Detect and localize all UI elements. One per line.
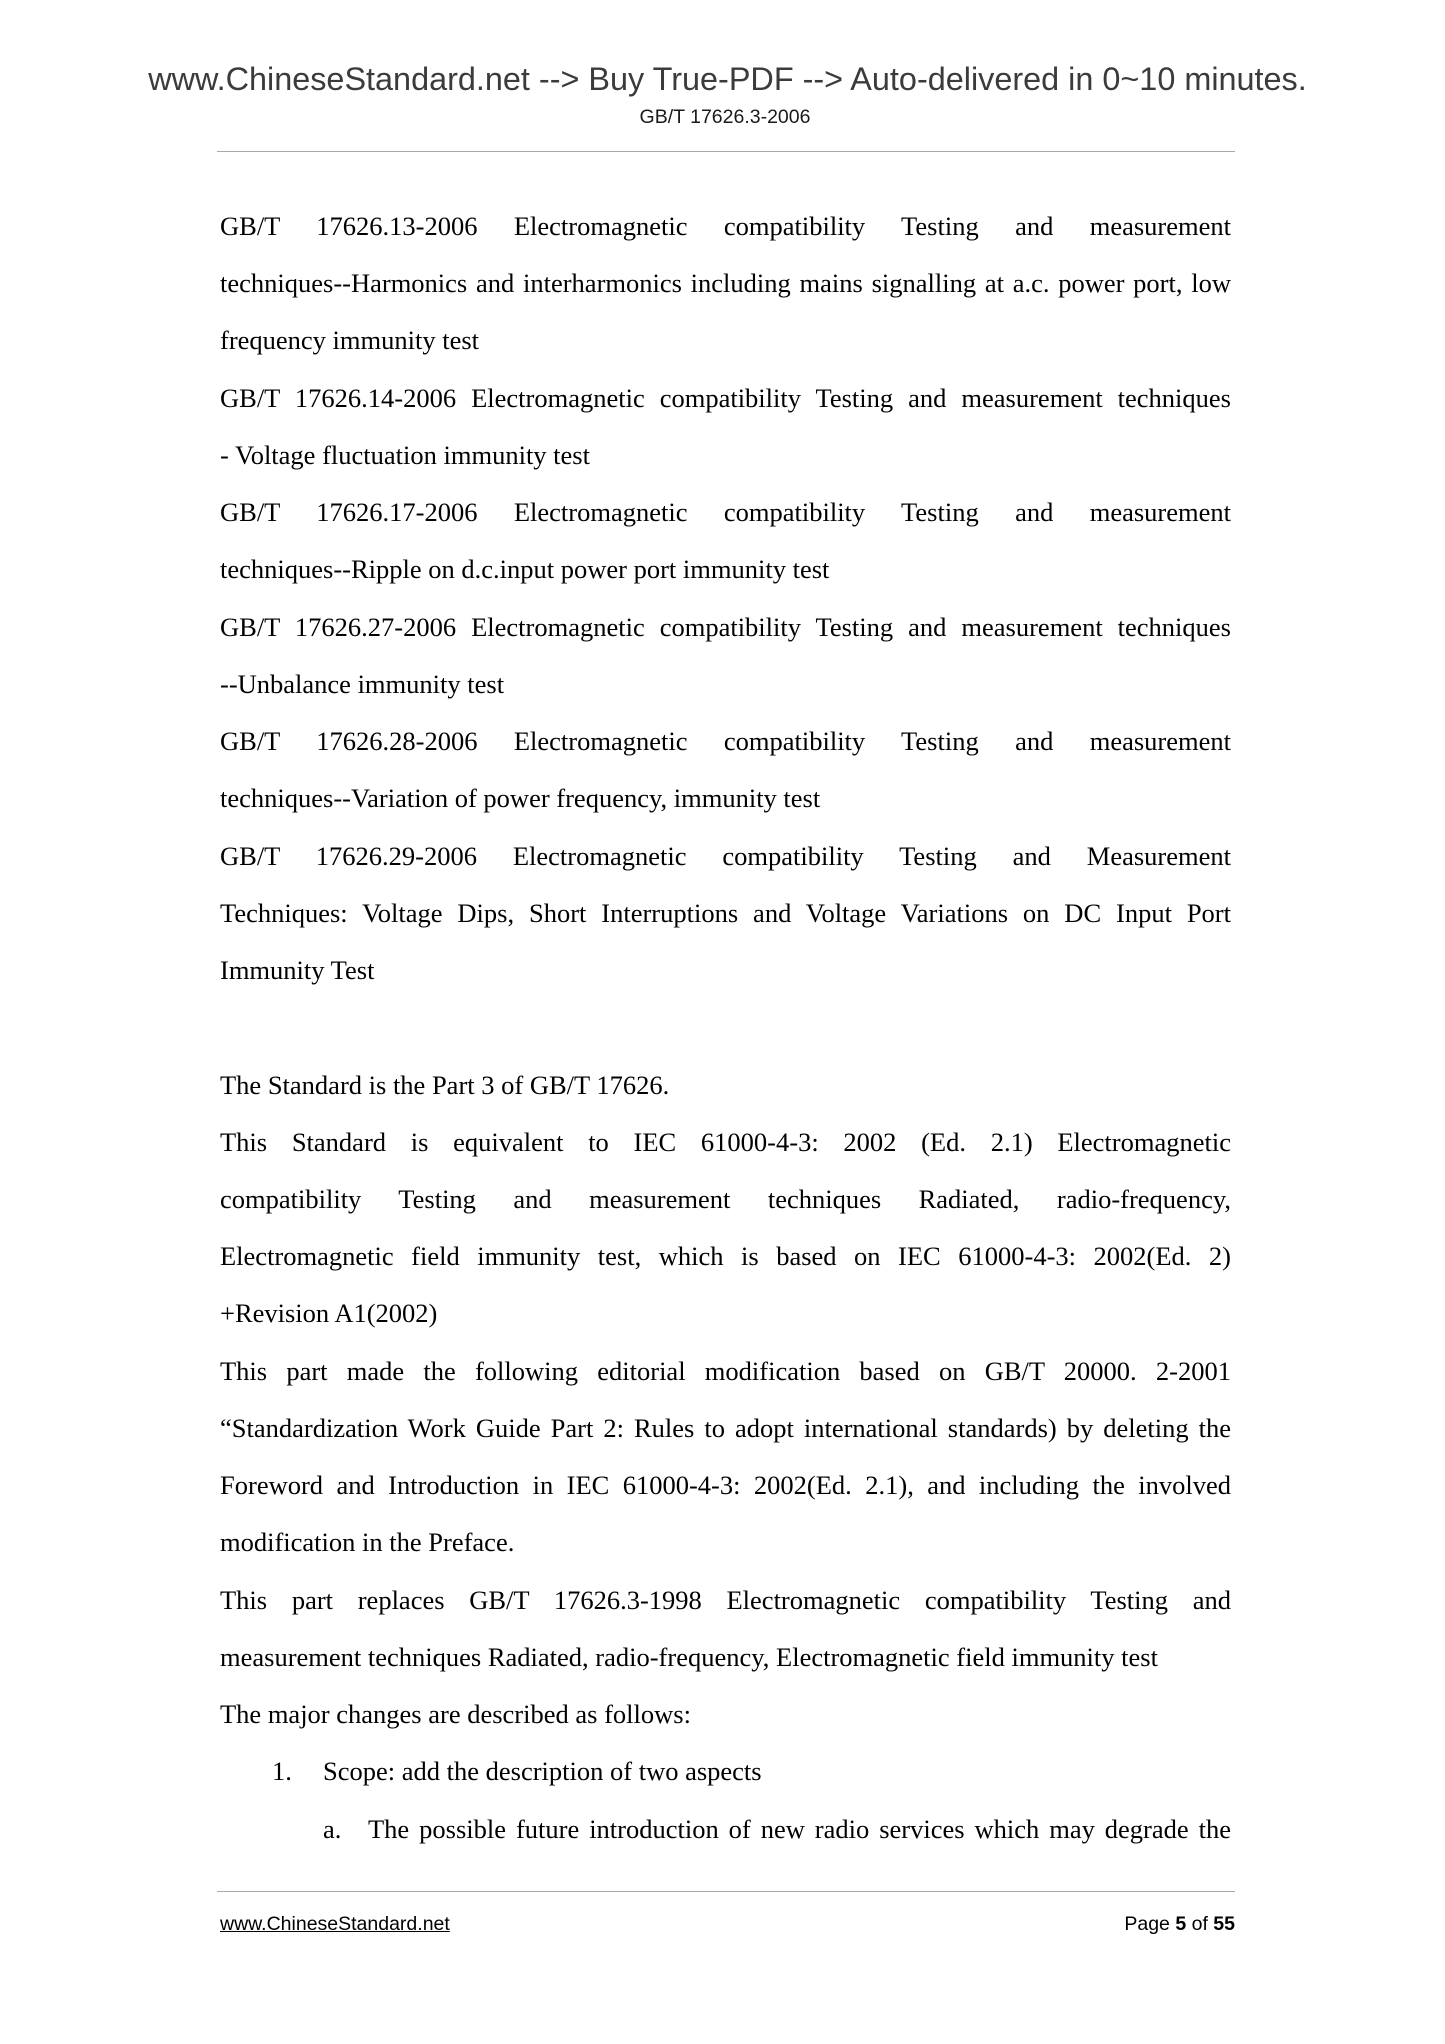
promo-banner: www.ChineseStandard.net --> Buy True-PDF --> Auto-delivered in 0~10 minutes.	[148, 61, 1307, 97]
text-line: frequency immunity test	[220, 325, 480, 356]
page-indicator	[1124, 1913, 1235, 1935]
page-footer	[220, 1913, 1235, 1935]
text-line: GB/T 17626.13-2006 Electromagnetic compatibility Testing and measurement	[220, 211, 1231, 241]
text-line: measurement techniques Radiated, radio-frequency, Electromagnetic field immunity test	[220, 1641, 1158, 1672]
text-line: GB/T 17626.29-2006 Electromagnetic compatibility Testing and Measurement	[220, 840, 1231, 871]
text-line: compatibility Testing and measurement techniques Radiated, radio-frequency,	[220, 1183, 1231, 1214]
text-line: --Unbalance immunity test	[220, 668, 505, 699]
page-current: 5	[1175, 1913, 1187, 1935]
text-line: This part replaces GB/T 17626.3-1998 Electromagnetic compatibility Testing and	[220, 1584, 1231, 1615]
list-item-text: The possible future introduction of new radio services which may degrade the	[368, 1813, 1231, 1844]
text-line: Electromagnetic field immunity test, which is based on IEC 61000-4-3: 2002(Ed. 2)	[220, 1241, 1231, 1272]
page-body	[220, 198, 1231, 1858]
list-marker: 1.	[272, 1756, 292, 1787]
text-line: Techniques: Voltage Dips, Short Interruptions and Voltage Variations on DC Input Port	[220, 897, 1231, 928]
page-label: Page	[1124, 1913, 1170, 1935]
text-line: - Voltage fluctuation immunity test	[220, 439, 590, 470]
changes-list	[220, 1743, 1231, 1857]
text-line: The Standard is the Part 3 of GB/T 17626.	[220, 1069, 670, 1100]
text-line: This part made the following editorial modification based on GB/T 20000. 2-2001	[220, 1355, 1231, 1386]
reference-entry	[220, 828, 1231, 1000]
normative-references	[220, 198, 1231, 999]
text-line: techniques--Harmonics and interharmonics including mains signalling at a.c. power port, low	[220, 268, 1231, 299]
text-line: GB/T 17626.14-2006 Electromagnetic compatibility Testing and measurement techniques	[220, 382, 1231, 413]
reference-entry	[220, 713, 1231, 827]
text-line: “Standardization Work Guide Part 2: Rules to adopt international standards) by deleting the	[220, 1412, 1231, 1443]
document-code: GB/T 17626.3-2006	[639, 106, 811, 128]
text-line: Foreword and Introduction in IEC 61000-4-3: 2002(Ed. 2.1), and including the involved	[220, 1470, 1231, 1501]
change-subitem	[220, 1801, 1231, 1858]
reference-entry	[220, 599, 1231, 713]
text-line: Immunity Test	[220, 955, 375, 986]
change-item	[220, 1743, 1231, 1800]
text-line: This Standard is equivalent to IEC 61000-4-3: 2002 (Ed. 2.1) Electromagnetic	[220, 1126, 1231, 1157]
list-marker: a.	[323, 1813, 342, 1844]
preface-paragraph	[220, 1343, 1231, 1572]
text-line: modification in the Preface.	[220, 1527, 515, 1558]
footer-rule	[217, 1891, 1235, 1892]
preface-paragraph	[220, 1057, 1231, 1114]
reference-entry	[220, 198, 1231, 370]
preface-paragraph	[220, 1114, 1231, 1343]
footer-site-link[interactable]: www.ChineseStandard.net	[220, 1913, 450, 1935]
text-line: +Revision A1(2002)	[220, 1298, 438, 1329]
text-line: techniques--Ripple on d.c.input power port immunity test	[220, 554, 830, 585]
text-line: The major changes are described as follows:	[220, 1699, 691, 1730]
reference-entry	[220, 484, 1231, 598]
preface-paragraph	[220, 1686, 1231, 1743]
header-rule	[217, 151, 1235, 152]
page-total: 55	[1213, 1913, 1235, 1935]
text-line: GB/T 17626.27-2006 Electromagnetic compatibility Testing and measurement techniques	[220, 611, 1231, 642]
reference-entry	[220, 370, 1231, 484]
text-line: GB/T 17626.17-2006 Electromagnetic compatibility Testing and measurement	[220, 497, 1231, 528]
text-line: techniques--Variation of power frequency, immunity test	[220, 783, 821, 814]
preface-section	[220, 1057, 1231, 1858]
list-item-text: Scope: add the description of two aspects	[323, 1756, 762, 1787]
preface-paragraph	[220, 1572, 1231, 1686]
page-of-label: of	[1191, 1913, 1208, 1935]
text-line: GB/T 17626.28-2006 Electromagnetic compatibility Testing and measurement	[220, 726, 1231, 757]
